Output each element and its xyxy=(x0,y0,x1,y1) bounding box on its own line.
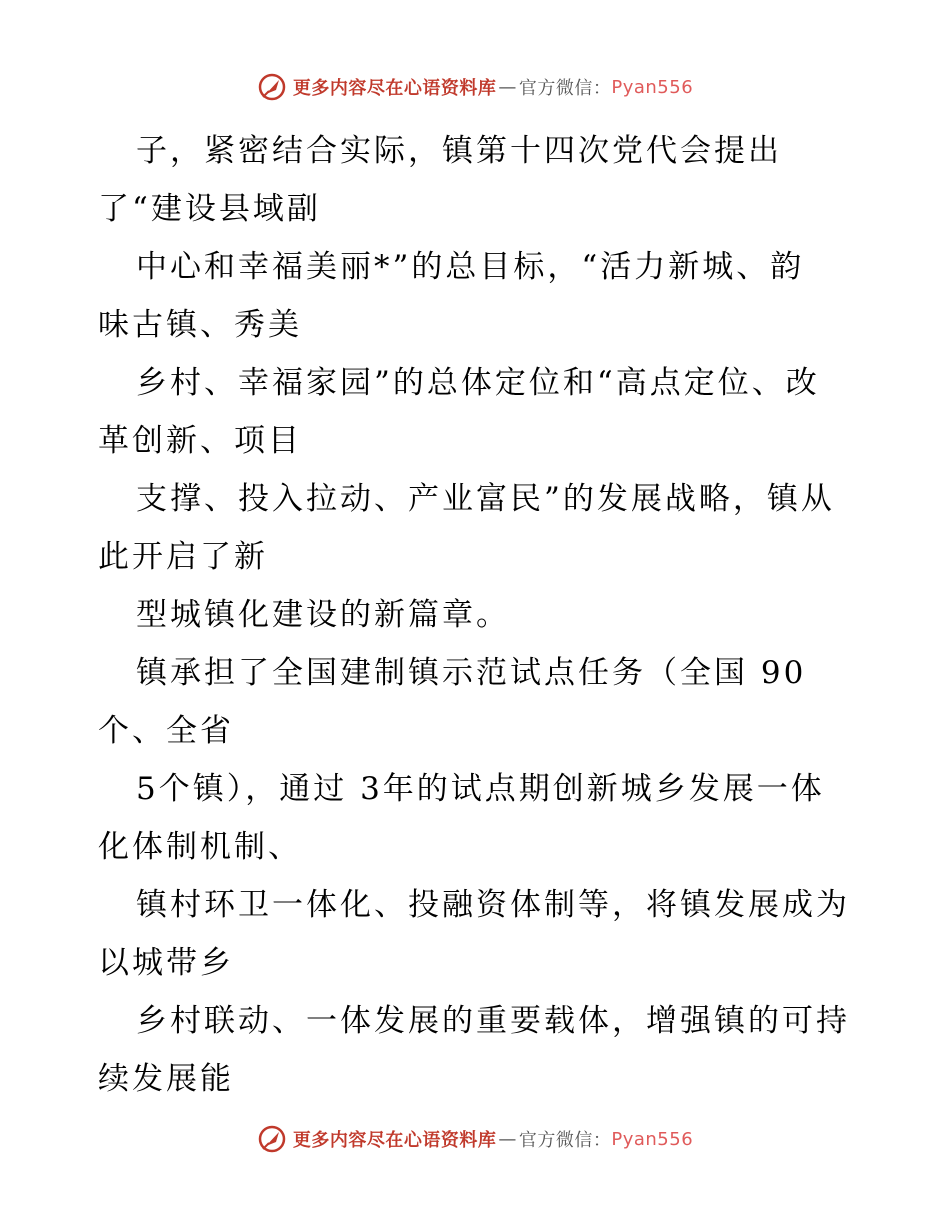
banner-separator: — xyxy=(498,1128,517,1150)
text-line: 5个镇），通过 3年的试点期创新城乡发展一体 xyxy=(136,771,825,807)
text-line: 子，紧密结合实际，镇第十四次党代会提出 xyxy=(136,133,782,169)
text-line: 型城镇化建设的新篇章。 xyxy=(136,597,510,633)
banner-wechat-handle: Pyan556 xyxy=(611,1128,694,1150)
header-banner xyxy=(0,72,950,102)
text-line: 以城带乡 xyxy=(98,945,234,981)
text-line: 中心和幸福美丽*”的总目标，“活力新城、韵 xyxy=(136,249,805,285)
text-line: 镇村环卫一体化、投融资体制等，将镇发展成为 xyxy=(136,887,850,923)
text-line: 个、全省 xyxy=(98,713,234,749)
document-body xyxy=(98,122,878,1108)
text-line: 革创新、项目 xyxy=(98,423,302,459)
banner-wechat-handle: Pyan556 xyxy=(611,76,694,98)
banner-suffix-text: 官方微信： xyxy=(518,78,612,99)
banner-suffix-text: 官方微信： xyxy=(518,1130,612,1151)
banner-main-text: 更多内容尽在心语资料库 xyxy=(292,78,497,99)
text-line: 乡村联动、一体发展的重要载体，增强镇的可持 xyxy=(136,1003,850,1039)
text-line: 了“建设县域副 xyxy=(98,191,321,227)
banner-main-text: 更多内容尽在心语资料库 xyxy=(292,1130,497,1151)
text-line: 续发展能 xyxy=(98,1061,234,1097)
footer-banner xyxy=(0,1124,950,1154)
banner-separator: — xyxy=(498,76,517,98)
text-line: 支撑、投入拉动、产业富民”的发展战略，镇从 xyxy=(136,481,835,517)
text-line: 此开启了新 xyxy=(98,539,268,575)
quill-logo-icon xyxy=(257,1124,287,1154)
quill-logo-icon xyxy=(257,72,287,102)
text-line: 化体制机制、 xyxy=(98,829,302,865)
text-line: 味古镇、秀美 xyxy=(98,307,302,343)
text-line: 镇承担了全国建制镇示范试点任务（全国 90 xyxy=(136,655,807,691)
text-line: 乡村、幸福家园”的总体定位和“高点定位、改 xyxy=(136,365,820,401)
